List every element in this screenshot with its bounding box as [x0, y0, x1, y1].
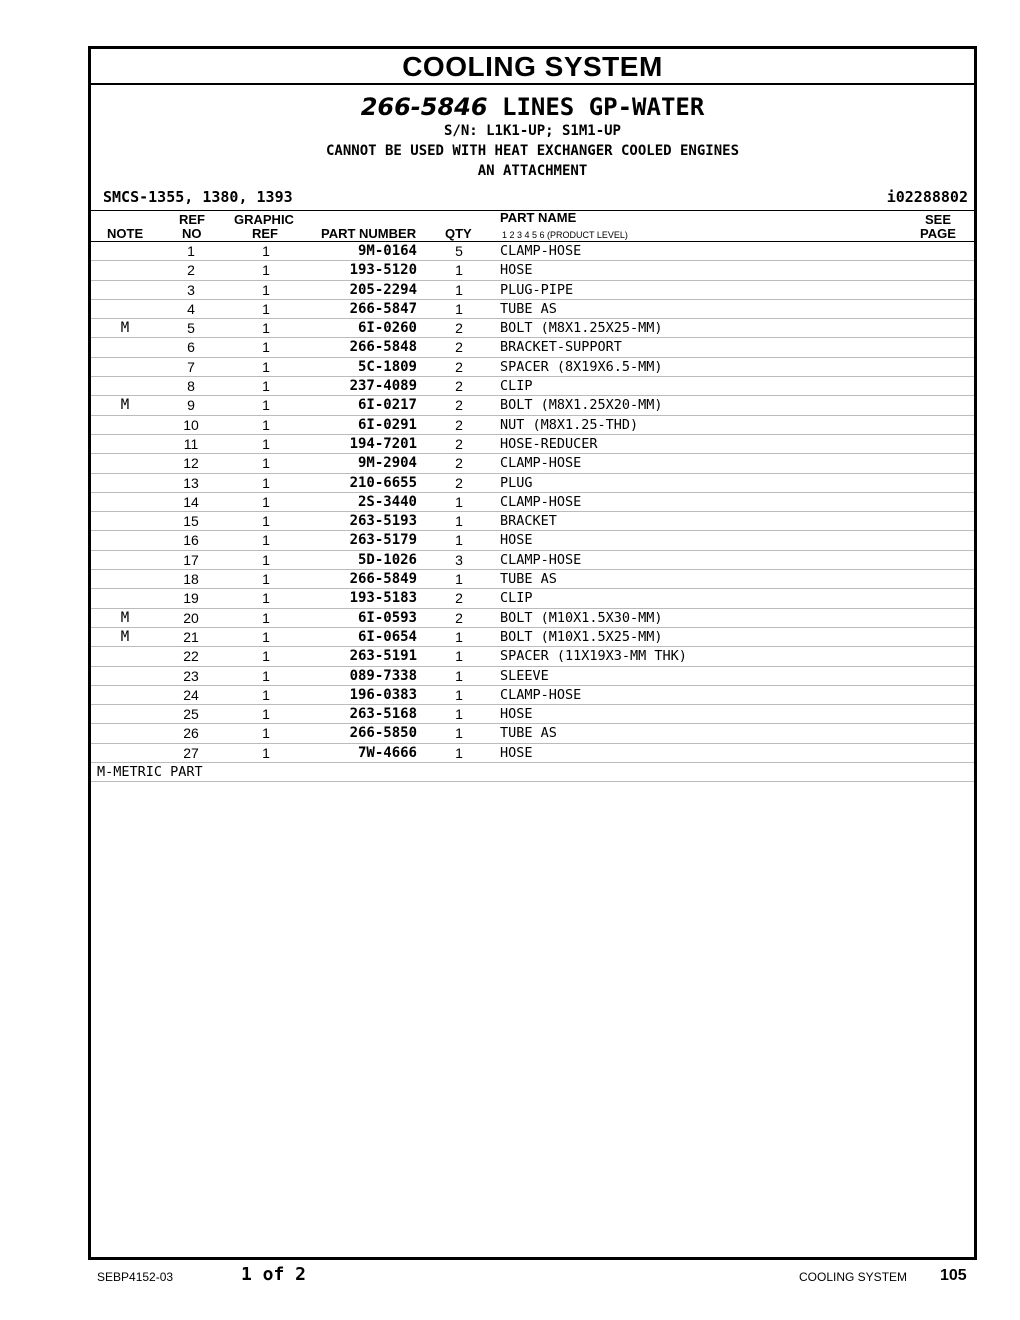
part-name-cell: CLAMP-HOSE — [500, 455, 582, 472]
graphic-ref-cell: 1 — [262, 667, 270, 684]
ref-no-cell: 17 — [183, 551, 199, 568]
part-name-cell: BOLT (M10X1.5X25-MM) — [500, 628, 663, 645]
ref-no-cell: 27 — [183, 744, 199, 761]
note-cell: M — [120, 609, 130, 626]
note-cell: M — [120, 320, 130, 337]
part-number-cell: 205-2294 — [349, 281, 417, 298]
qty-cell: 1 — [455, 300, 463, 317]
part-number-cell: 9M-2904 — [357, 455, 417, 472]
graphic-ref-cell: 1 — [262, 320, 270, 337]
part-number-cell: 237-4089 — [349, 378, 417, 395]
col-graphic-bottom: REF — [252, 226, 278, 241]
ref-no-cell: 8 — [187, 378, 195, 395]
part-name-cell: HOSE — [500, 262, 533, 279]
table-row — [91, 570, 974, 589]
table-row — [91, 724, 974, 743]
ref-no-cell: 26 — [183, 725, 199, 742]
table-row — [91, 589, 974, 608]
part-name-cell: BOLT (M8X1.25X20-MM) — [500, 397, 663, 414]
part-number-cell: 194-7201 — [349, 435, 417, 452]
graphic-ref-cell: 1 — [262, 243, 270, 259]
part-number-cell: 7W-4666 — [357, 744, 417, 761]
part-number-cell: 6I-0260 — [357, 320, 417, 337]
part-number-cell: 266-5848 — [349, 339, 417, 356]
part-name-cell: SLEEVE — [500, 667, 549, 684]
table-row — [91, 551, 974, 570]
qty-cell: 2 — [455, 435, 463, 452]
ref-no-cell: 14 — [183, 493, 199, 510]
col-see-top: SEE — [925, 212, 952, 227]
part-name-cell: TUBE AS — [500, 571, 557, 588]
qty-cell: 2 — [455, 609, 463, 626]
part-name-cell: BOLT (M10X1.5X30-MM) — [500, 609, 663, 626]
column-headers — [91, 211, 974, 242]
qty-cell: 1 — [455, 744, 463, 761]
col-part-name: PART NAME — [500, 210, 577, 225]
part-number-cell: 2S-3440 — [357, 493, 417, 510]
table-row — [91, 242, 974, 261]
part-name-cell: PLUG — [500, 474, 533, 491]
table-row — [91, 744, 974, 763]
qty-cell: 2 — [455, 590, 463, 607]
table-row — [91, 493, 974, 512]
smcs-codes: SMCS-1355, 1380, 1393 — [103, 188, 293, 206]
graphic-ref-cell: 1 — [262, 435, 270, 452]
table-row — [91, 319, 974, 338]
part-name-cell: CLIP — [500, 590, 533, 607]
part-number-cell: 9M-0164 — [357, 243, 417, 259]
qty-cell: 1 — [455, 686, 463, 703]
part-number-cell: 6I-0654 — [357, 628, 417, 645]
qty-cell: 2 — [455, 455, 463, 472]
page-of: 1 of 2 — [241, 1264, 307, 1285]
qty-cell: 1 — [455, 648, 463, 665]
ref-no-cell: 6 — [187, 339, 195, 356]
serial-range: S/N: L1K1-UP; S1M1-UP — [443, 123, 621, 139]
footer-section: COOLING SYSTEM — [799, 1270, 908, 1284]
part-name-cell: HOSE-REDUCER — [500, 435, 598, 452]
part-name-cell: SPACER (11X19X3-MM THK) — [500, 648, 687, 665]
table-row — [91, 281, 974, 300]
parts-list — [91, 242, 974, 763]
graphic-ref-cell: 1 — [262, 474, 270, 491]
qty-cell: 2 — [455, 474, 463, 491]
ref-no-cell: 19 — [183, 590, 199, 607]
part-name-cell: HOSE — [500, 744, 533, 761]
table-row — [91, 667, 974, 686]
ref-no-cell: 20 — [183, 609, 199, 626]
ref-no-cell: 13 — [183, 474, 199, 491]
col-part-number: PART NUMBER — [321, 226, 417, 241]
qty-cell: 3 — [455, 551, 463, 568]
qty-cell: 1 — [455, 281, 463, 298]
part-name-cell: HOSE — [500, 532, 533, 549]
ref-no-cell: 1 — [187, 243, 195, 259]
ref-no-cell: 9 — [187, 397, 195, 414]
part-number-cell: 266-5849 — [349, 571, 417, 588]
qty-cell: 2 — [455, 397, 463, 414]
parts-page-frame — [88, 46, 977, 1260]
table-row — [91, 647, 974, 666]
smcs-row — [91, 186, 974, 211]
part-number-cell: 193-5183 — [349, 590, 417, 607]
graphic-ref-cell: 1 — [262, 262, 270, 279]
qty-cell: 1 — [455, 725, 463, 742]
ref-no-cell: 16 — [183, 532, 199, 549]
metric-footnote: M-METRIC PART — [97, 764, 203, 781]
graphic-ref-cell: 1 — [262, 513, 270, 530]
part-name-cell: BOLT (M8X1.25X25-MM) — [500, 320, 663, 337]
qty-cell: 2 — [455, 416, 463, 433]
part-name-cell: BRACKET — [500, 513, 557, 530]
part-number-cell: 263-5191 — [349, 648, 417, 665]
ref-no-cell: 25 — [183, 706, 199, 723]
col-note: NOTE — [107, 226, 144, 241]
part-name-cell: CLIP — [500, 378, 533, 395]
table-row — [91, 474, 974, 493]
part-name-cell: BRACKET-SUPPORT — [500, 339, 622, 356]
group-name: LINES GP-WATER — [502, 93, 705, 121]
table-row — [91, 628, 974, 647]
qty-cell: 1 — [455, 571, 463, 588]
graphic-ref-cell: 1 — [262, 358, 270, 375]
table-row — [91, 338, 974, 357]
ref-no-cell: 22 — [183, 648, 199, 665]
part-number-cell: 6I-0593 — [357, 609, 417, 626]
part-number-cell: 263-5179 — [349, 532, 417, 549]
qty-cell: 1 — [455, 262, 463, 279]
part-name-cell: CLAMP-HOSE — [500, 243, 582, 259]
graphic-ref-cell: 1 — [262, 744, 270, 761]
part-number-cell: 196-0383 — [349, 686, 417, 703]
graphic-ref-cell: 1 — [262, 416, 270, 433]
ref-no-cell: 23 — [183, 667, 199, 684]
section-title: COOLING SYSTEM — [91, 49, 974, 85]
part-name-cell: HOSE — [500, 706, 533, 723]
table-row — [91, 705, 974, 724]
graphic-ref-cell: 1 — [262, 706, 270, 723]
table-row — [91, 512, 974, 531]
part-name-cell: SPACER (8X19X6.5-MM) — [500, 358, 663, 375]
qty-cell: 1 — [455, 628, 463, 645]
part-number-cell: 6I-0217 — [357, 397, 417, 414]
part-number-cell: 6I-0291 — [357, 416, 417, 433]
qty-cell: 1 — [455, 667, 463, 684]
part-name-cell: TUBE AS — [500, 300, 557, 317]
graphic-ref-cell: 1 — [262, 493, 270, 510]
qty-cell: 2 — [455, 378, 463, 395]
table-row — [91, 609, 974, 628]
part-number-cell: 263-5193 — [349, 513, 417, 530]
col-see-bottom: PAGE — [920, 226, 956, 241]
graphic-ref-cell: 1 — [262, 378, 270, 395]
qty-cell: 1 — [455, 706, 463, 723]
table-row — [91, 435, 974, 454]
table-row — [91, 686, 974, 705]
table-row — [91, 377, 974, 396]
ref-no-cell: 3 — [187, 281, 195, 298]
attachment-note: AN ATTACHMENT — [477, 163, 588, 179]
page-number: 105 — [940, 1267, 967, 1284]
part-name-cell: CLAMP-HOSE — [500, 493, 582, 510]
illustration-id: i02288802 — [886, 188, 968, 206]
ref-no-cell: 24 — [183, 686, 199, 703]
graphic-ref-cell: 1 — [262, 725, 270, 742]
part-name-cell: CLAMP-HOSE — [500, 686, 582, 703]
ref-no-cell: 7 — [187, 358, 195, 375]
page-footer — [0, 1262, 1020, 1292]
part-number-cell: 5C-1809 — [357, 358, 417, 375]
part-number-cell: 193-5120 — [349, 262, 417, 279]
part-number-cell: 089-7338 — [349, 667, 417, 684]
ref-no-cell: 18 — [183, 571, 199, 588]
graphic-ref-cell: 1 — [262, 281, 270, 298]
graphic-ref-cell: 1 — [262, 551, 270, 568]
part-name-cell: NUT (M8X1.25-THD) — [500, 416, 639, 433]
col-ref-top: REF — [179, 212, 205, 227]
qty-cell: 2 — [455, 358, 463, 375]
graphic-ref-cell: 1 — [262, 628, 270, 645]
graphic-ref-cell: 1 — [262, 571, 270, 588]
ref-no-cell: 10 — [183, 416, 199, 433]
table-row — [91, 358, 974, 377]
graphic-ref-cell: 1 — [262, 300, 270, 317]
part-number-cell: 263-5168 — [349, 706, 417, 723]
document-id: SEBP4152-03 — [97, 1270, 174, 1284]
table-row — [91, 416, 974, 435]
ref-no-cell: 15 — [183, 513, 199, 530]
col-graphic-top: GRAPHIC — [234, 212, 294, 227]
col-product-level: 1 2 3 4 5 6 (PRODUCT LEVEL) — [502, 230, 628, 240]
part-number-cell: 266-5850 — [349, 725, 417, 742]
footnote-row — [91, 763, 974, 782]
graphic-ref-cell: 1 — [262, 609, 270, 626]
note-cell: M — [120, 628, 130, 645]
graphic-ref-cell: 1 — [262, 455, 270, 472]
ref-no-cell: 2 — [187, 262, 195, 279]
ref-no-cell: 12 — [183, 455, 199, 472]
graphic-ref-cell: 1 — [262, 648, 270, 665]
table-row — [91, 261, 974, 280]
ref-no-cell: 11 — [183, 435, 199, 452]
table-row — [91, 531, 974, 550]
graphic-ref-cell: 1 — [262, 590, 270, 607]
part-number-cell: 266-5847 — [349, 300, 417, 317]
part-name-cell: TUBE AS — [500, 725, 557, 742]
graphic-ref-cell: 1 — [262, 686, 270, 703]
qty-cell: 1 — [455, 513, 463, 530]
qty-cell: 1 — [455, 493, 463, 510]
part-number-cell: 210-6655 — [349, 474, 417, 491]
graphic-ref-cell: 1 — [262, 397, 270, 414]
usage-note: CANNOT BE USED WITH HEAT EXCHANGER COOLED ENGINES — [325, 143, 739, 159]
table-row — [91, 396, 974, 415]
ref-no-cell: 21 — [183, 628, 199, 645]
col-qty: QTY — [445, 226, 472, 241]
graphic-ref-cell: 1 — [262, 532, 270, 549]
ref-no-cell: 4 — [187, 300, 195, 317]
note-cell: M — [120, 397, 130, 414]
table-row — [91, 300, 974, 319]
table-row — [91, 454, 974, 473]
part-number-cell: 5D-1026 — [357, 551, 417, 568]
group-part-number: 266-5846 — [360, 93, 488, 121]
col-ref-bottom: NO — [182, 226, 202, 241]
qty-cell: 2 — [455, 320, 463, 337]
qty-cell: 5 — [455, 243, 463, 259]
graphic-ref-cell: 1 — [262, 339, 270, 356]
qty-cell: 1 — [455, 532, 463, 549]
part-name-cell: PLUG-PIPE — [500, 281, 574, 298]
part-name-cell: CLAMP-HOSE — [500, 551, 582, 568]
qty-cell: 2 — [455, 339, 463, 356]
group-title — [91, 93, 974, 121]
ref-no-cell: 5 — [187, 320, 195, 337]
